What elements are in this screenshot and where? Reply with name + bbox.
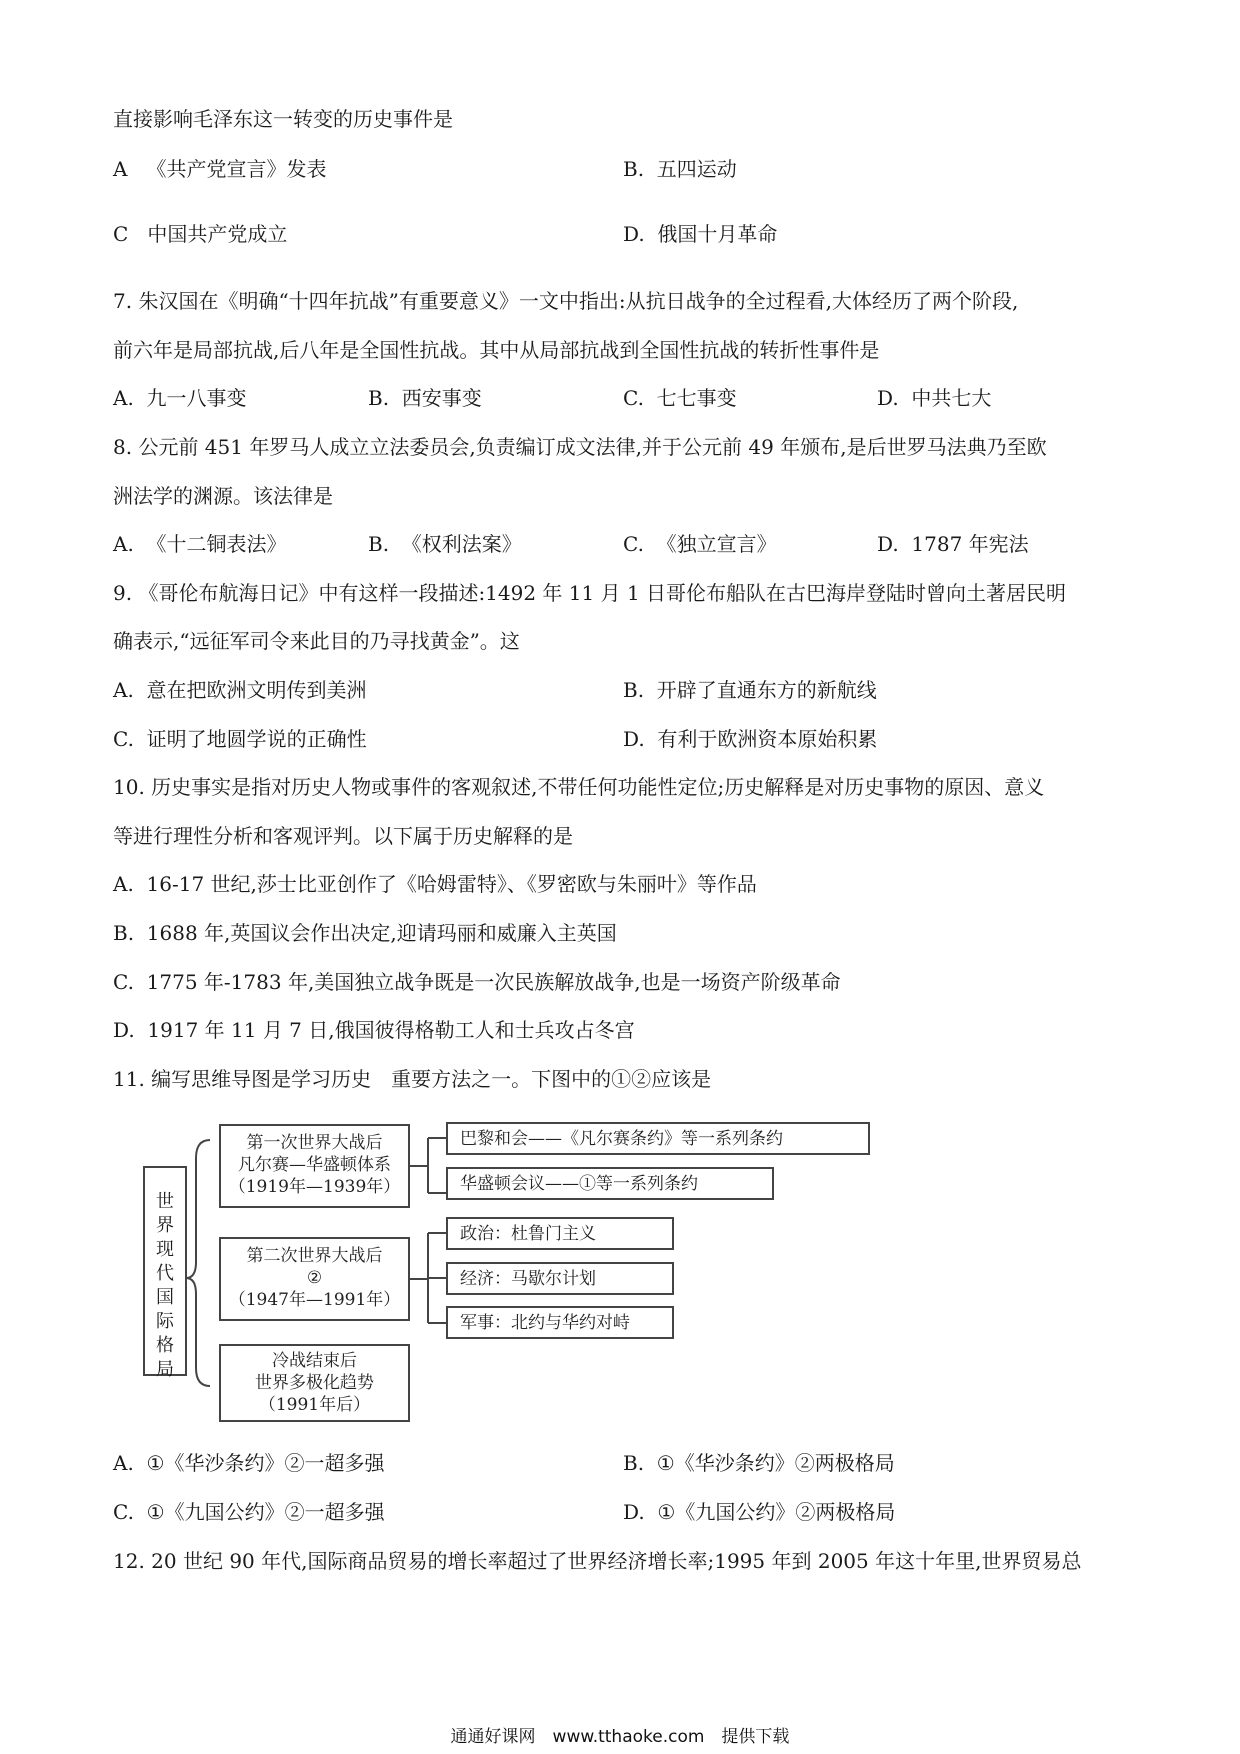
q8-option-d: D. 1787 年宪法 bbox=[877, 532, 1029, 556]
root-brace bbox=[186, 1140, 210, 1386]
stage2-node: 第二次世界大战后 ② （1947年—1991年） bbox=[219, 1237, 410, 1321]
root-node: 世 界 现 代 国 际 格 局 bbox=[143, 1166, 187, 1376]
q6-option-a: A 《共产党宣言》发表 bbox=[113, 157, 327, 181]
q9-line2: 确表示,“远征军司令来此目的乃寻找黄金”。这 bbox=[113, 629, 520, 653]
q9-option-d: D. 有利于欧洲资本原始积累 bbox=[623, 727, 878, 751]
q9-option-a: A. 意在把欧洲文明传到美洲 bbox=[113, 678, 367, 702]
q10-option-b: B. 1688 年,英国议会作出决定,迎请玛丽和威廉入主英国 bbox=[113, 921, 617, 945]
q7-line1: 7. 朱汉国在《明确“十四年抗战”有重要意义》一文中指出:从抗日战争的全过程看,大体经历了两个阶段, bbox=[113, 289, 1019, 313]
stage1-item-washington: 华盛顿会议——①等一系列条约 bbox=[446, 1167, 774, 1200]
stage2-item-economy: 经济：马歇尔计划 bbox=[446, 1262, 674, 1295]
q7-option-b: B. 西安事变 bbox=[368, 386, 482, 410]
q9-option-b: B. 开辟了直通东方的新航线 bbox=[623, 678, 877, 702]
q8-option-c: C. 《独立宣言》 bbox=[623, 532, 777, 556]
q8-option-a: A. 《十二铜表法》 bbox=[113, 532, 287, 556]
stage1-item-paris: 巴黎和会——《凡尔赛条约》等一系列条约 bbox=[446, 1122, 870, 1155]
q6-stem: 直接影响毛泽东这一转变的历史事件是 bbox=[113, 107, 453, 131]
q7-line2: 前六年是局部抗战,后八年是全国性抗战。其中从局部抗战到全国性抗战的转折性事件是 bbox=[113, 338, 880, 362]
q7-option-a: A. 九一八事变 bbox=[113, 386, 247, 410]
stage3-node: 冷战结束后 世界多极化趋势 （1991年后） bbox=[219, 1344, 410, 1422]
q6-option-c: C 中国共产党成立 bbox=[113, 222, 288, 246]
q7-option-d: D. 中共七大 bbox=[877, 386, 992, 410]
stage2-item-politics: 政治：杜鲁门主义 bbox=[446, 1217, 674, 1250]
stage2-connector bbox=[410, 1233, 446, 1323]
stage1-connector bbox=[410, 1138, 446, 1193]
q6-option-b: B. 五四运动 bbox=[623, 157, 737, 181]
q8-line2: 洲法学的渊源。该法律是 bbox=[113, 484, 333, 508]
q9-line1: 9. 《哥伦布航海日记》中有这样一段描述:1492 年 11 月 1 日哥伦布船队在古巴海岸登陆时曾向土著居民明 bbox=[113, 581, 1067, 605]
stage1-node: 第一次世界大战后 凡尔赛—华盛顿体系 （1919年—1939年） bbox=[219, 1124, 410, 1208]
q8-line1: 8. 公元前 451 年罗马人成立立法委员会,负责编订成文法律,并于公元前 49 年颁布,是后世罗马法典乃至欧 bbox=[113, 435, 1047, 459]
stage2-item-military: 军事：北约与华约对峙 bbox=[446, 1306, 674, 1339]
q11-option-b: B. ①《华沙条约》②两极格局 bbox=[623, 1451, 895, 1475]
q8-option-b: B. 《权利法案》 bbox=[368, 532, 522, 556]
q11-option-a: A. ①《华沙条约》②一超多强 bbox=[113, 1451, 385, 1475]
q11-line1: 11. 编写思维导图是学习历史 重要方法之一。下图中的①②应该是 bbox=[113, 1067, 712, 1091]
q12-line1: 12. 20 世纪 90 年代,国际商品贸易的增长率超过了世界经济增长率;1995 年到 2005 年这十年里,世界贸易总 bbox=[113, 1549, 1082, 1573]
q10-line1: 10. 历史事实是指对历史人物或事件的客观叙述,不带任何功能性定位;历史解释是对历史事物的原因、意义 bbox=[113, 775, 1045, 799]
q6-option-d: D. 俄国十月革命 bbox=[623, 222, 778, 246]
q9-option-c: C. 证明了地圆学说的正确性 bbox=[113, 727, 367, 751]
q10-option-a: A. 16-17 世纪,莎士比亚创作了《哈姆雷特》、《罗密欧与朱丽叶》等作品 bbox=[113, 872, 757, 896]
q11-option-c: C. ①《九国公约》②一超多强 bbox=[113, 1500, 385, 1524]
q11-option-d: D. ①《九国公约》②两极格局 bbox=[623, 1500, 896, 1524]
q7-option-c: C. 七七事变 bbox=[623, 386, 737, 410]
q10-line2: 等进行理性分析和客观评判。以下属于历史解释的是 bbox=[113, 824, 573, 848]
q10-option-c: C. 1775 年-1783 年,美国独立战争既是一次民族解放战争,也是一场资产阶级革命 bbox=[113, 970, 841, 994]
q10-option-d: D. 1917 年 11 月 7 日,俄国彼得格勒工人和士兵攻占冬宫 bbox=[113, 1018, 635, 1042]
page-footer: 通通好课网 www.tthaoke.com 提供下载 bbox=[450, 1727, 790, 1747]
